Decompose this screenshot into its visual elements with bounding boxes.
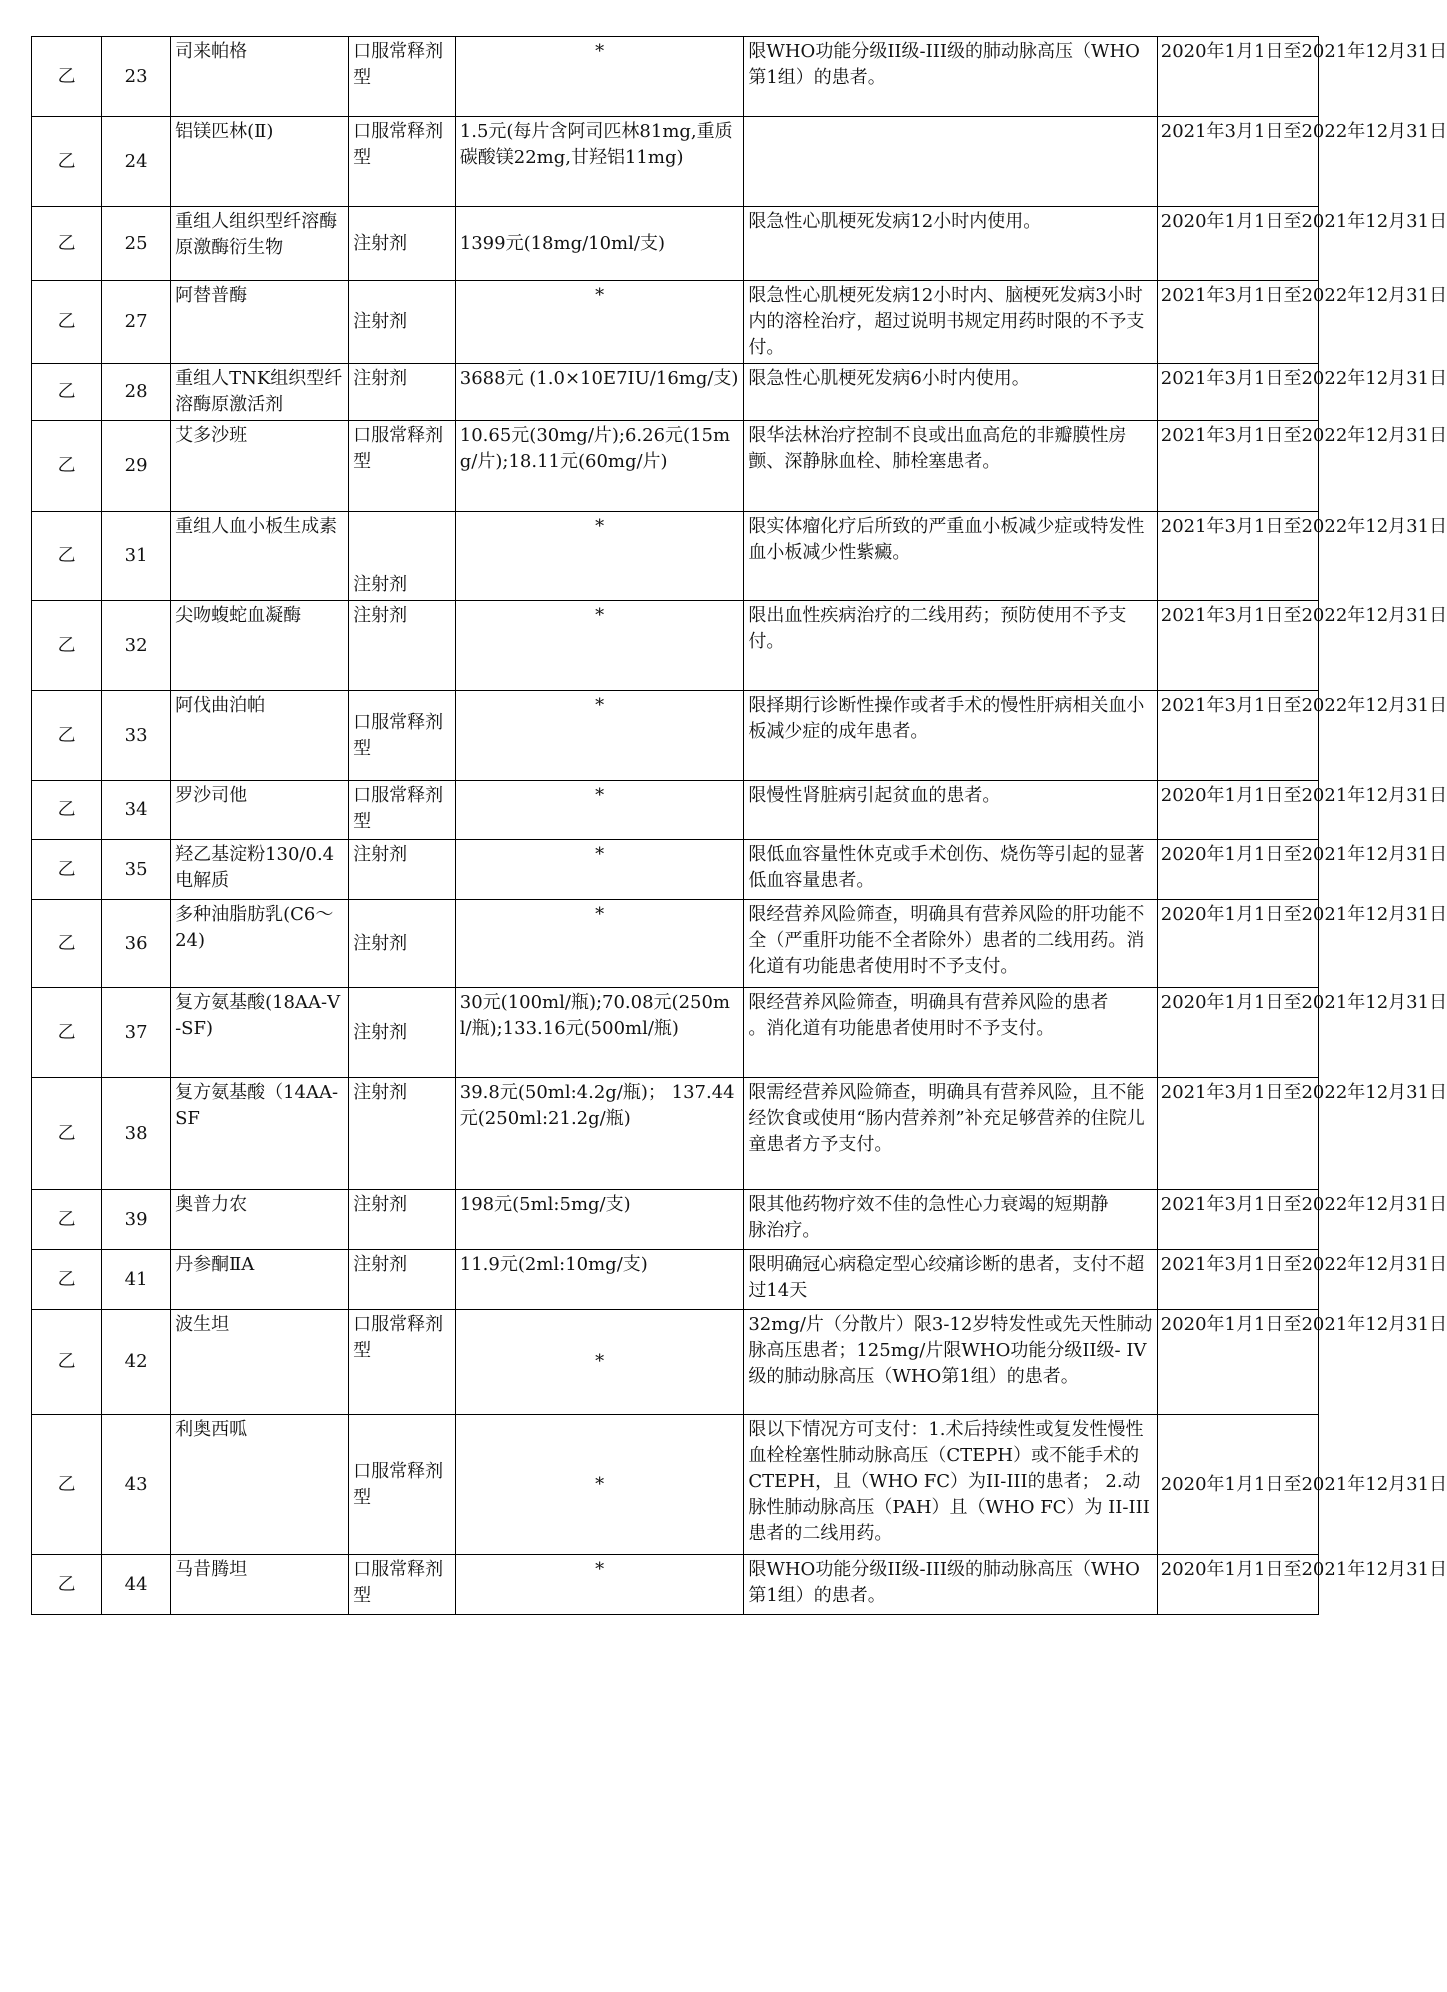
limit-cell: 限WHO功能分级II级-III级的肺动脉高压（WHO第1组）的患者。	[744, 1555, 1157, 1615]
category-cell: 乙	[32, 281, 102, 364]
table-row	[32, 601, 1319, 691]
table-row	[32, 37, 1319, 117]
limit-cell: 限择期行诊断性操作或者手术的慢性肝病相关血小板减少症的成年患者。	[744, 691, 1157, 781]
dosage-form-cell: 注射剂	[349, 512, 456, 601]
number-cell: 27	[102, 281, 171, 364]
drug-name-cell: 重组人组织型纤溶酶原激酶衍生物	[171, 207, 349, 281]
price-cell: *	[455, 1415, 744, 1555]
drug-name-cell: 罗沙司他	[171, 781, 349, 840]
payment-period-cell: 2020年1月1日至2021年12月31日	[1157, 781, 1318, 840]
category-cell: 乙	[32, 421, 102, 512]
category-cell: 乙	[32, 512, 102, 601]
table-row	[32, 1555, 1319, 1615]
category-cell: 乙	[32, 1415, 102, 1555]
category-cell: 乙	[32, 601, 102, 691]
payment-period-cell: 2021年3月1日至2022年12月31日	[1157, 691, 1318, 781]
table-row	[32, 900, 1319, 988]
drug-name-cell: 奥普力农	[171, 1190, 349, 1250]
payment-period-cell: 2021年3月1日至2022年12月31日	[1157, 1078, 1318, 1190]
price-cell: 198元(5ml:5mg/支)	[455, 1190, 744, 1250]
category-cell: 乙	[32, 37, 102, 117]
price-cell: *	[455, 37, 744, 117]
table-row	[32, 117, 1319, 207]
dosage-form-cell: 口服常释剂型	[349, 37, 456, 117]
payment-period-cell: 2020年1月1日至2021年12月31日	[1157, 1415, 1318, 1555]
payment-period-cell: 2021年3月1日至2022年12月31日	[1157, 364, 1318, 421]
limit-cell: 限急性心肌梗死发病6小时内使用。	[744, 364, 1157, 421]
number-cell: 24	[102, 117, 171, 207]
drug-name-cell: 多种油脂肪乳(C6～24)	[171, 900, 349, 988]
limit-cell: 限经营养风险筛查，明确具有营养风险的肝功能不全（严重肝功能不全者除外）患者的二线用药。消化道有功能患者使用时不予支付。	[744, 900, 1157, 988]
number-cell: 44	[102, 1555, 171, 1615]
limit-cell: 限明确冠心病稳定型心绞痛诊断的患者，支付不超过14天	[744, 1250, 1157, 1310]
dosage-form-cell: 口服常释剂型	[349, 1415, 456, 1555]
number-cell: 33	[102, 691, 171, 781]
drug-name-cell: 铝镁匹林(Ⅱ)	[171, 117, 349, 207]
drug-name-cell: 重组人血小板生成素	[171, 512, 349, 601]
price-cell: 11.9元(2ml:10mg/支)	[455, 1250, 744, 1310]
table-row	[32, 421, 1319, 512]
dosage-form-cell: 注射剂	[349, 281, 456, 364]
limit-cell: 限慢性肾脏病引起贫血的患者。	[744, 781, 1157, 840]
price-cell: 3688元 (1.0×10E7IU/16mg/支)	[455, 364, 744, 421]
dosage-form-cell: 口服常释剂型	[349, 781, 456, 840]
number-cell: 39	[102, 1190, 171, 1250]
drug-list-page	[31, 36, 1447, 1615]
drug-name-cell: 尖吻蝮蛇血凝酶	[171, 601, 349, 691]
number-cell: 37	[102, 988, 171, 1078]
category-cell: 乙	[32, 1310, 102, 1415]
drug-table	[31, 36, 1447, 1615]
payment-period-cell: 2021年3月1日至2022年12月31日	[1157, 421, 1318, 512]
table-row	[32, 207, 1319, 281]
drug-name-cell: 重组人TNK组织型纤溶酶原激活剂	[171, 364, 349, 421]
limit-cell	[744, 117, 1157, 207]
category-cell: 乙	[32, 1190, 102, 1250]
drug-name-cell: 波生坦	[171, 1310, 349, 1415]
limit-cell: 限其他药物疗效不佳的急性心力衰竭的短期静 脉治疗。	[744, 1190, 1157, 1250]
number-cell: 43	[102, 1415, 171, 1555]
payment-period-cell: 2021年3月1日至2022年12月31日	[1157, 281, 1318, 364]
number-cell: 34	[102, 781, 171, 840]
number-cell: 23	[102, 37, 171, 117]
price-cell: 1.5元(每片含阿司匹林81mg,重质碳酸镁22mg,甘羟铝11mg)	[455, 117, 744, 207]
price-cell: *	[455, 601, 744, 691]
drug-name-cell: 马昔腾坦	[171, 1555, 349, 1615]
table-row	[32, 512, 1319, 601]
table-row	[32, 691, 1319, 781]
number-cell: 35	[102, 840, 171, 900]
table-row	[32, 1250, 1319, 1310]
category-cell: 乙	[32, 1250, 102, 1310]
number-cell: 36	[102, 900, 171, 988]
payment-period-cell: 2020年1月1日至2021年12月31日	[1157, 207, 1318, 281]
payment-period-cell: 2021年3月1日至2022年12月31日	[1157, 601, 1318, 691]
price-cell: 30元(100ml/瓶);70.08元(250ml/瓶);133.16元(500ml/瓶)	[455, 988, 744, 1078]
price-cell: 39.8元(50ml:4.2g/瓶)； 137.44元(250ml:21.2g/瓶)	[455, 1078, 744, 1190]
dosage-form-cell: 注射剂	[349, 1190, 456, 1250]
price-cell: *	[455, 691, 744, 781]
payment-period-cell: 2021年3月1日至2022年12月31日	[1157, 1250, 1318, 1310]
payment-period-cell: 2020年1月1日至2021年12月31日	[1157, 1310, 1318, 1415]
table-row	[32, 1310, 1319, 1415]
dosage-form-cell: 注射剂	[349, 1078, 456, 1190]
table-row	[32, 840, 1319, 900]
table-row	[32, 1415, 1319, 1555]
dosage-form-cell: 注射剂	[349, 364, 456, 421]
number-cell: 29	[102, 421, 171, 512]
category-cell: 乙	[32, 781, 102, 840]
number-cell: 41	[102, 1250, 171, 1310]
drug-name-cell: 丹参酮ⅡA	[171, 1250, 349, 1310]
drug-name-cell: 司来帕格	[171, 37, 349, 117]
drug-name-cell: 阿伐曲泊帕	[171, 691, 349, 781]
price-cell: *	[455, 1310, 744, 1415]
table-row	[32, 988, 1319, 1078]
number-cell: 25	[102, 207, 171, 281]
number-cell: 38	[102, 1078, 171, 1190]
payment-period-cell: 2021年3月1日至2022年12月31日	[1157, 117, 1318, 207]
limit-cell: 限出血性疾病治疗的二线用药；预防使用不予支付。	[744, 601, 1157, 691]
limit-cell: 限实体瘤化疗后所致的严重血小板减少症或特发性血小板减少性紫癜。	[744, 512, 1157, 601]
payment-period-cell: 2021年3月1日至2022年12月31日	[1157, 1190, 1318, 1250]
dosage-form-cell: 口服常释剂型	[349, 421, 456, 512]
drug-name-cell: 复方氨基酸（14AA-SF	[171, 1078, 349, 1190]
payment-period-cell: 2020年1月1日至2021年12月31日	[1157, 1555, 1318, 1615]
payment-period-cell: 2020年1月1日至2021年12月31日	[1157, 988, 1318, 1078]
category-cell: 乙	[32, 207, 102, 281]
category-cell: 乙	[32, 900, 102, 988]
limit-cell: 限华法林治疗控制不良或出血高危的非瓣膜性房颤、深静脉血栓、肺栓塞患者。	[744, 421, 1157, 512]
number-cell: 32	[102, 601, 171, 691]
dosage-form-cell: 注射剂	[349, 900, 456, 988]
dosage-form-cell: 口服常释剂型	[349, 117, 456, 207]
table-row	[32, 281, 1319, 364]
price-cell: *	[455, 512, 744, 601]
limit-cell: 32mg/片（分散片）限3-12岁特发性或先天性肺动脉高压患者；125mg/片限WHO功能分级II级- IV级的肺动脉高压（WHO第1组）的患者。	[744, 1310, 1157, 1415]
category-cell: 乙	[32, 1078, 102, 1190]
table-row	[32, 781, 1319, 840]
category-cell: 乙	[32, 1555, 102, 1615]
drug-name-cell: 复方氨基酸(18AA-Ⅴ-SF)	[171, 988, 349, 1078]
number-cell: 31	[102, 512, 171, 601]
price-cell: *	[455, 781, 744, 840]
limit-cell: 限急性心肌梗死发病12小时内、脑梗死发病3小时内的溶栓治疗，超过说明书规定用药时限的不予支付。	[744, 281, 1157, 364]
limit-cell: 限急性心肌梗死发病12小时内使用。	[744, 207, 1157, 281]
limit-cell: 限低血容量性休克或手术创伤、烧伤等引起的显著低血容量患者。	[744, 840, 1157, 900]
dosage-form-cell: 口服常释剂型	[349, 1310, 456, 1415]
payment-period-cell: 2020年1月1日至2021年12月31日	[1157, 900, 1318, 988]
category-cell: 乙	[32, 117, 102, 207]
payment-period-cell: 2020年1月1日至2021年12月31日	[1157, 37, 1318, 117]
table-row	[32, 1190, 1319, 1250]
drug-name-cell: 羟乙基淀粉130/0.4电解质	[171, 840, 349, 900]
category-cell: 乙	[32, 840, 102, 900]
dosage-form-cell: 注射剂	[349, 1250, 456, 1310]
dosage-form-cell: 口服常释剂型	[349, 691, 456, 781]
dosage-form-cell: 注射剂	[349, 988, 456, 1078]
drug-name-cell: 艾多沙班	[171, 421, 349, 512]
drug-name-cell: 阿替普酶	[171, 281, 349, 364]
price-cell: *	[455, 281, 744, 364]
drug-name-cell: 利奥西呱	[171, 1415, 349, 1555]
number-cell: 28	[102, 364, 171, 421]
price-cell: 1399元(18mg/10ml/支)	[455, 207, 744, 281]
price-cell: 10.65元(30mg/片);6.26元(15mg/片);18.11元(60mg/片)	[455, 421, 744, 512]
table-row	[32, 1078, 1319, 1190]
category-cell: 乙	[32, 691, 102, 781]
limit-cell: 限经营养风险筛查，明确具有营养风险的患者 。消化道有功能患者使用时不予支付。	[744, 988, 1157, 1078]
dosage-form-cell: 口服常释剂型	[349, 1555, 456, 1615]
number-cell: 42	[102, 1310, 171, 1415]
limit-cell: 限以下情况方可支付：1.术后持续性或复发性慢性血栓栓塞性肺动脉高压（CTEPH）或不能手术的CTEPH，且（WHO FC）为II-III的患者； 2.动脉性肺动脉高压（PAH）且（WHO FC）为 II-III患者的二线用药。	[744, 1415, 1157, 1555]
price-cell: *	[455, 1555, 744, 1615]
dosage-form-cell: 注射剂	[349, 207, 456, 281]
limit-cell: 限WHO功能分级II级-III级的肺动脉高压（WHO第1组）的患者。	[744, 37, 1157, 117]
price-cell: *	[455, 840, 744, 900]
payment-period-cell: 2020年1月1日至2021年12月31日	[1157, 840, 1318, 900]
dosage-form-cell: 注射剂	[349, 601, 456, 691]
limit-cell: 限需经营养风险筛查，明确具有营养风险，且不能经饮食或使用“肠内营养剂”补充足够营养的住院儿童患者方予支付。	[744, 1078, 1157, 1190]
price-cell: *	[455, 900, 744, 988]
payment-period-cell: 2021年3月1日至2022年12月31日	[1157, 512, 1318, 601]
category-cell: 乙	[32, 364, 102, 421]
category-cell: 乙	[32, 988, 102, 1078]
dosage-form-cell: 注射剂	[349, 840, 456, 900]
table-row	[32, 364, 1319, 421]
